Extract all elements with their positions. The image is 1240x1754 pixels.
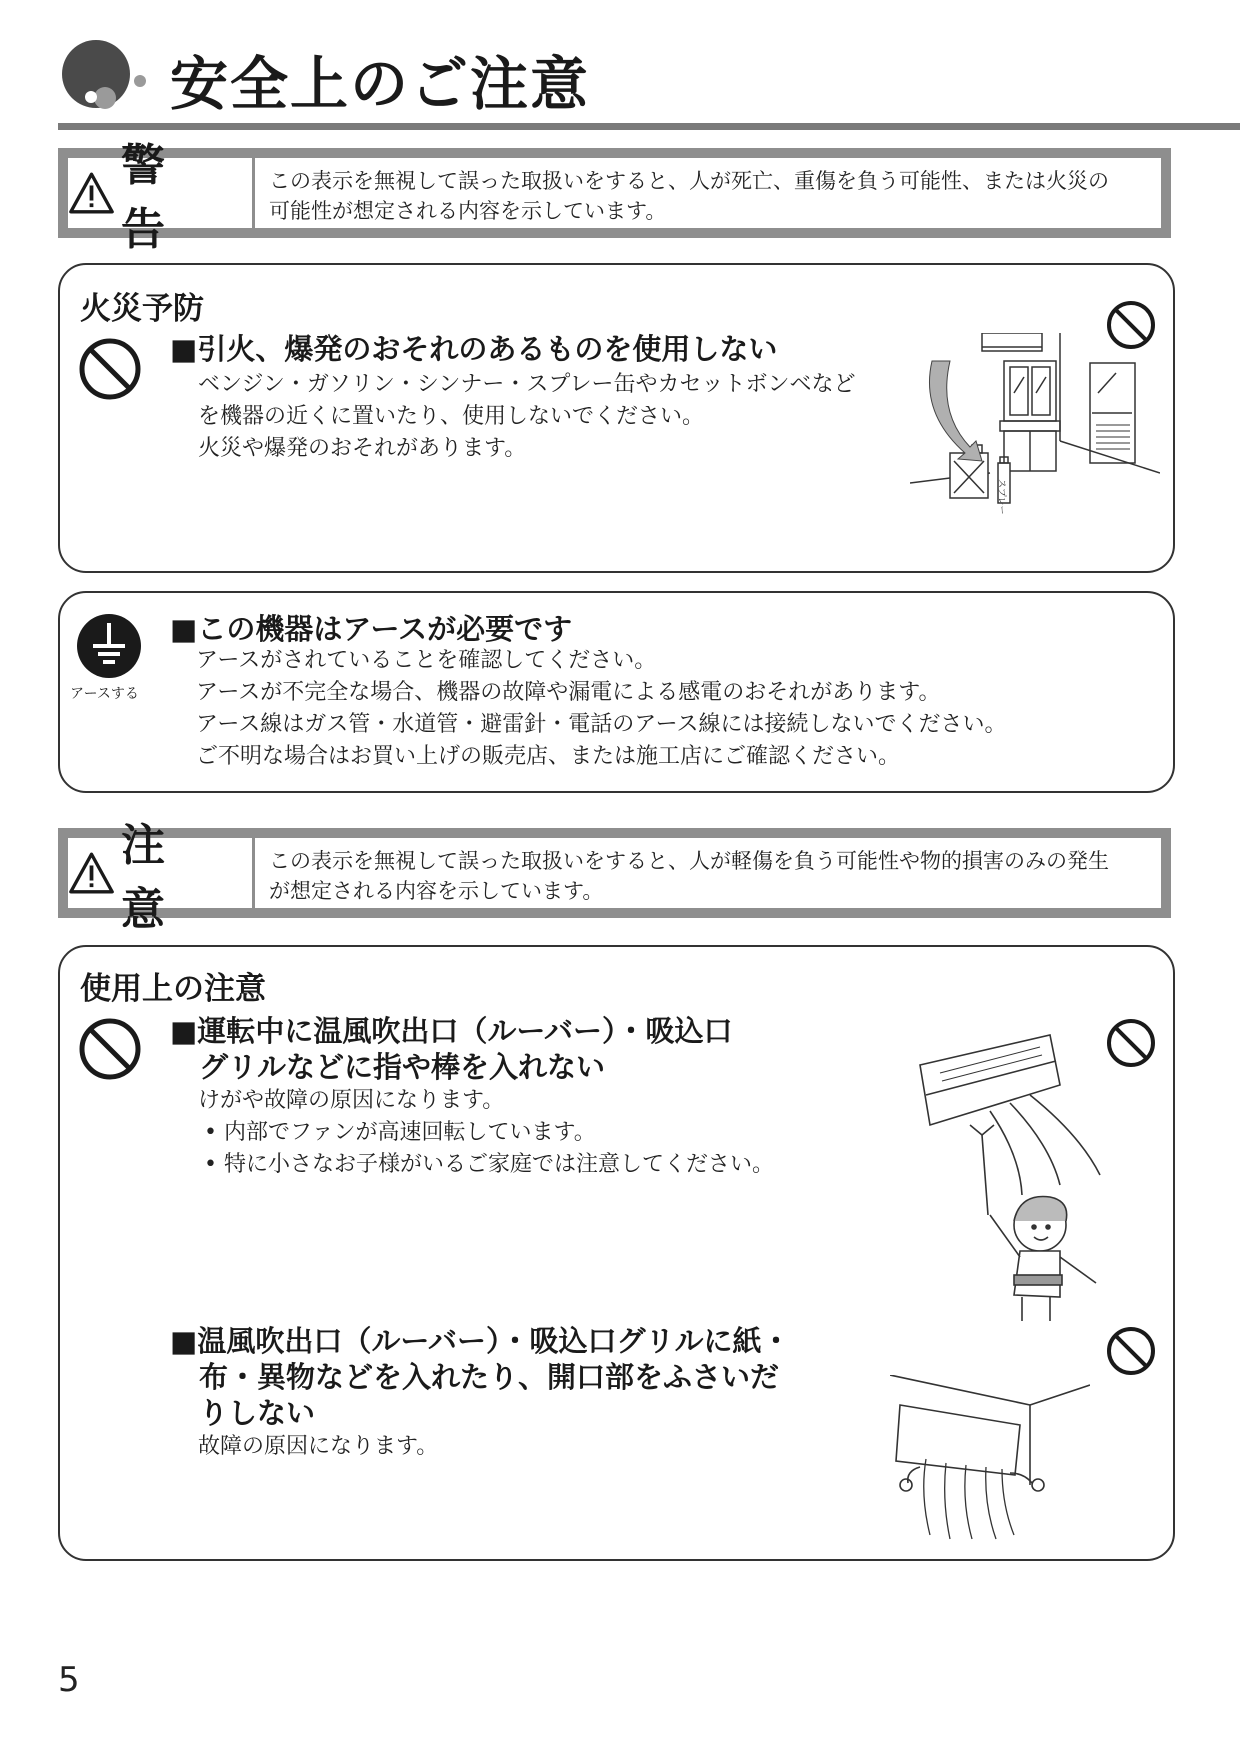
usage-body-line: 故障の原因になります。 [198,1434,439,1459]
warning-text-line: 可能性が想定される内容を示しています。 [269,199,667,223]
caution-text-line: が想定される内容を示しています。 [269,879,604,903]
warning-triangle-icon [68,170,115,216]
title-bullet-icon [58,38,154,118]
earth-icon-label: アースする [70,686,139,702]
warning-triangle-icon [68,850,115,896]
fire-body-line: ベンジン・ガソリン・シンナー・スプレー缶やカセットボンベなど [198,372,856,397]
warning-banner [58,140,1171,255]
caution-description [255,838,1161,908]
usage-bullet-line: • 内部でファンが高速回転しています。 [204,1120,596,1145]
usage-item1-body [198,1085,774,1181]
usage-item1-heading: ■運転中に温風吹出口（ルーバー）・吸込口 グリルなどに指や棒を入れない [170,1014,733,1084]
fire-item-heading: ■引火、爆発のおそれのあるものを使用しない [170,332,778,366]
usage-item2-heading: ■温風吹出口（ルーバー）・吸込口グリルに紙・ 布・異物などを入れたり、開口部をふさいだ りしない [170,1324,791,1430]
blocked-outlet-illustration [890,1375,1090,1545]
usage-body-line: けがや故障の原因になります。 [198,1088,505,1113]
warning-label: 警 告 [121,140,178,255]
child-poking-ac-illustration [910,1025,1140,1325]
usage-item2-body [198,1431,438,1463]
earth-body-line: アースがされていることを確認してください。 [196,648,657,673]
earth-section [58,591,1175,793]
usage-bullet-line: • 特に小さなお子様がいるご家庭では注意してください。 [204,1152,774,1177]
fire-body-line: 火災や爆発のおそれがあります。 [198,436,527,461]
caution-text-line: この表示を無視して誤った取扱いをすると、人が軽傷を負う可能性や物的損害のみの発生 [269,849,1109,873]
prohibition-icon [78,1017,142,1081]
earth-body-line: アース線はガス管・水道管・避雷針・電話のアース線には接続しないでください。 [196,712,1007,737]
earth-body-line: アースが不完全な場合、機器の故障や漏電による感電のおそれがあります。 [196,680,941,705]
prohibition-icon [1105,1325,1157,1377]
spray-can-label: スプレー [996,479,1006,515]
page-number: 5 [58,1660,80,1700]
prohibition-icon [78,337,142,401]
earth-body-line: ご不明な場合はお買い上げの販売店、または施工店にご確認ください。 [196,744,901,769]
caution-label: 注 意 [121,820,178,935]
earth-heading: ■この機器はアースが必要です [170,612,573,646]
earth-ground-icon [76,613,142,679]
caution-banner [58,820,1171,935]
fire-body-line: を機器の近くに置いたり、使用しないでください。 [198,404,705,429]
page-title: 安全上のご注意 [170,50,591,118]
room-flammables-illustration [910,333,1160,533]
fire-section-title: 火災予防 [80,291,204,327]
earth-body [196,645,1006,773]
fire-prevention-section [58,263,1175,573]
usage-section-title: 使用上の注意 [80,971,266,1007]
warning-description [255,158,1161,228]
usage-section [58,945,1175,1561]
warning-text-line: この表示を無視して誤った取扱いをすると、人が死亡、重傷を負う可能性、または火災の [269,169,1109,193]
fire-item-body [198,369,855,465]
